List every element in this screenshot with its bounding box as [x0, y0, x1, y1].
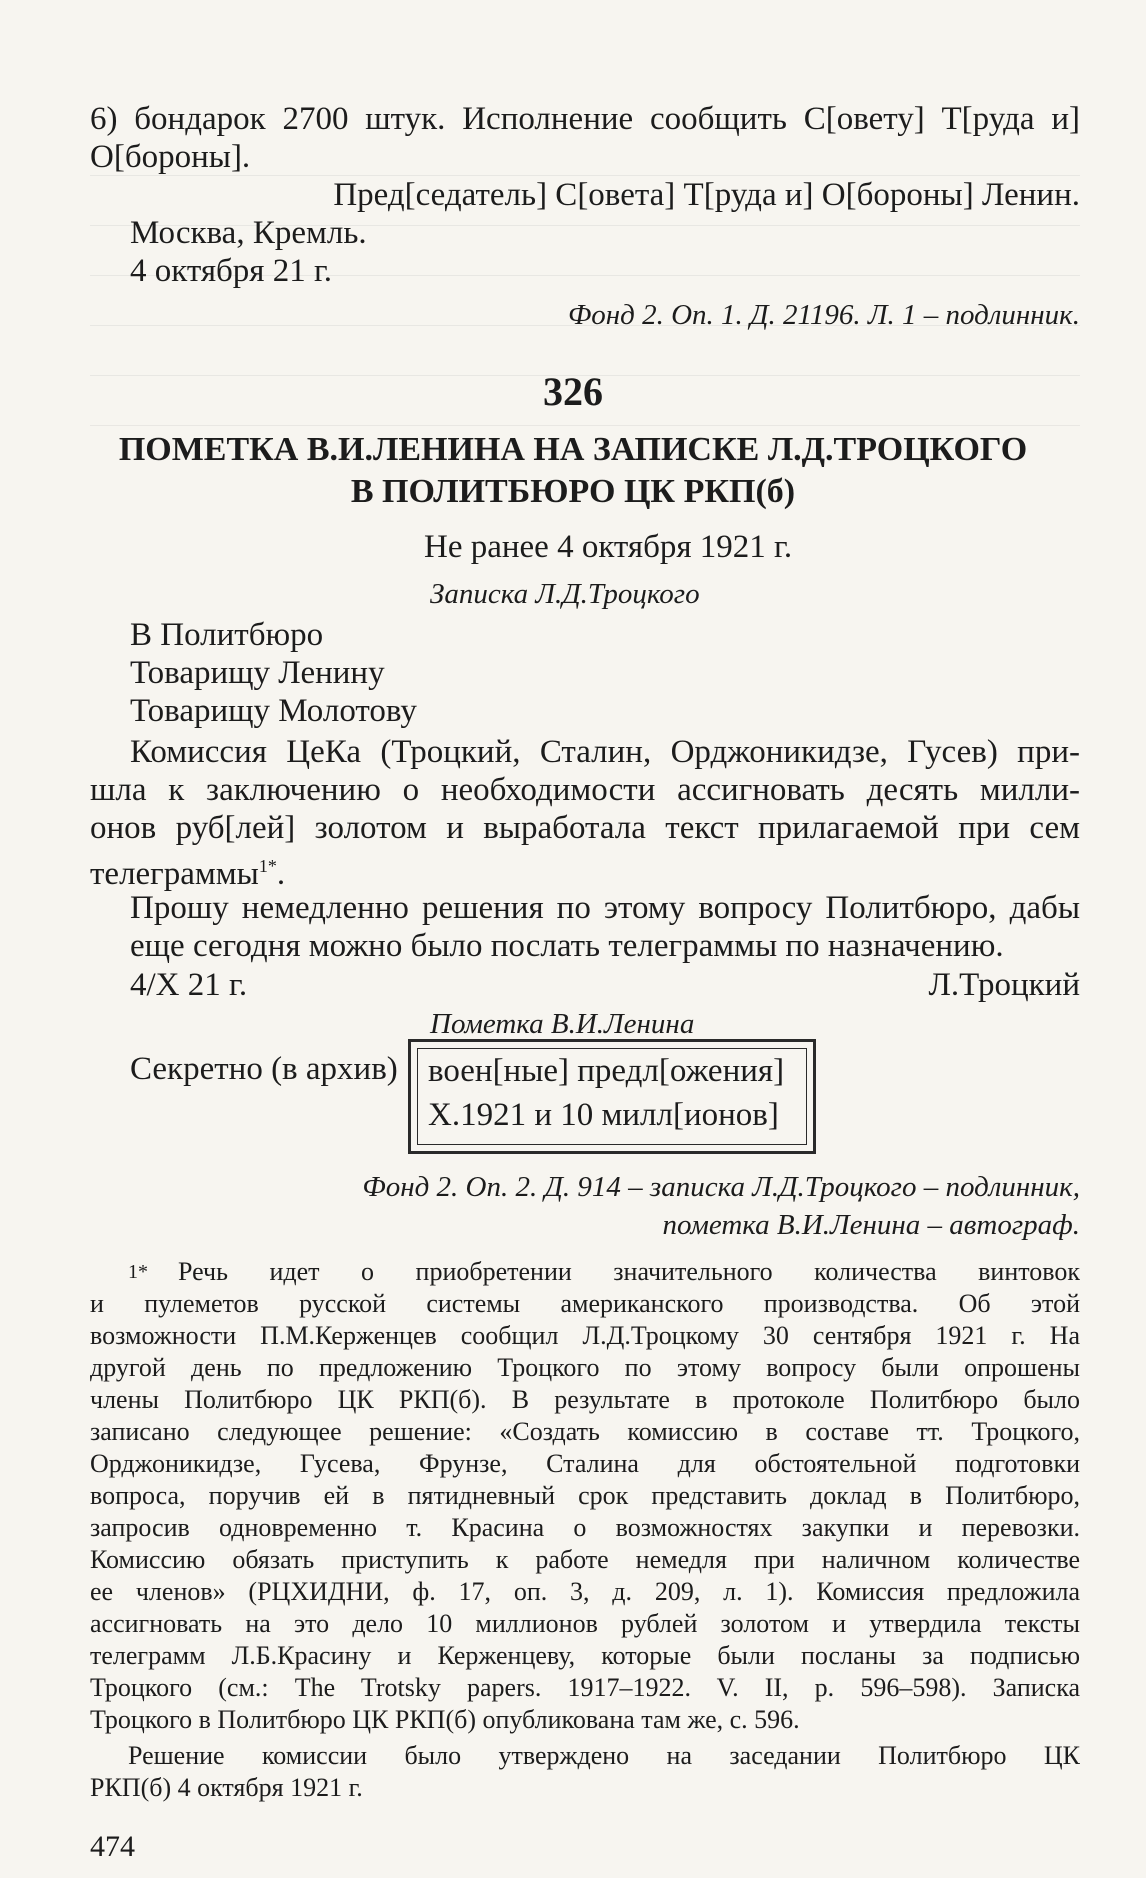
document-date: Не ранее 4 октября 1921 г.: [424, 529, 793, 565]
page-number: 474: [90, 1830, 135, 1863]
top-line-1: 6) бондарок 2700 штук. Исполнение сообщить С[овету] Т[руда и]: [90, 101, 1080, 137]
footnote-line: члены Политбюро ЦК РКП(б). В результате в протоколе Политбюро было: [90, 1385, 1080, 1414]
note-secret: Секретно (в архив): [130, 1051, 398, 1087]
document-title-line-1: ПОМЕТКА В.И.ЛЕНИНА НА ЗАПИСКЕ Л.Д.ТРОЦКОГО: [118, 431, 1028, 468]
document-number: 326: [543, 369, 603, 414]
document-source-line-2: пометка В.И.Ленина – автограф.: [662, 1209, 1080, 1241]
footnote-line: и пулеметов русской системы американского производства. Об этой: [90, 1289, 1080, 1318]
footnote-mark: 1*: [128, 1261, 148, 1283]
paragraph-1-period: .: [276, 856, 286, 892]
note-stamp-line-1: воен[ные] предл[ожения]: [428, 1053, 785, 1089]
footnote-para-2-line-1: Решение комиссии было утверждено на заседании Политбюро ЦК: [128, 1741, 1080, 1770]
footnote-line: Комиссию обязать приступить к работе немедля при наличном количестве: [90, 1545, 1080, 1574]
note-stamp-line-2: Х.1921 и 10 милл[ионов]: [428, 1097, 779, 1133]
footnote-reference[interactable]: 1*: [258, 856, 277, 876]
addressee-molotov: Товарищу Молотову: [130, 693, 417, 729]
footnote-line: возможности П.М.Керженцев сообщил Л.Д.Троцкому 30 сентября 1921 г. На: [90, 1321, 1080, 1350]
paragraph-1-line-4: [90, 847, 285, 893]
paragraph-1-line-2: шла к заключению о необходимости ассигновать десять милли-: [90, 772, 1080, 808]
footnote-line: запросив одновременно т. Красина о возможностях закупки и перевозки.: [90, 1513, 1080, 1542]
signature-name: Л.Троцкий: [928, 967, 1080, 1003]
footnote-line: записано следующее решение: «Создать комиссию в составе тт. Троцкого,: [90, 1417, 1080, 1446]
signature-date: 4/X 21 г.: [130, 967, 248, 1003]
footnote-line: Орджоникидзе, Гусева, Фрунзе, Сталина для обстоятельной подготовки: [90, 1449, 1080, 1478]
note-heading: Пометка В.И.Ленина: [430, 1008, 695, 1040]
paragraph-1-last-text: телеграммы: [90, 856, 259, 892]
footnote-line: Троцкого (см.: The Trotsky papers. 1917–1922. V. II, p. 596–598). Записка: [90, 1673, 1080, 1702]
document-title-line-2: В ПОЛИТБЮРО ЦК РКП(б): [350, 473, 796, 510]
paragraph-2-line-1: Прошу немедленно решения по этому вопросу Политбюро, дабы: [130, 890, 1080, 926]
footnote-line: другой день по предложению Троцкого по этому вопросу были опрошены: [90, 1353, 1080, 1382]
top-signature: Пред[седатель] С[овета] Т[руда и] О[бороны] Ленин.: [333, 177, 1080, 213]
top-line-2: О[бороны].: [90, 139, 251, 175]
addressee-lenin: Товарищу Ленину: [130, 655, 385, 691]
document-subheading: Записка Л.Д.Троцкого: [430, 578, 700, 610]
footnote-line: ассигновать на это дело 10 миллионов рублей золотом и утвердила тексты: [90, 1609, 1080, 1638]
document-source-line-1: Фонд 2. Оп. 2. Д. 914 – записка Л.Д.Троцкого – подлинник,: [362, 1171, 1080, 1203]
footnote-line: ее членов» (РЦХИДНИ, ф. 17, оп. 3, д. 209, л. 1). Комиссия предложила: [90, 1577, 1080, 1606]
top-place: Москва, Кремль.: [130, 215, 367, 251]
footnote-line-last: Троцкого в Политбюро ЦК РКП(б) опубликована там же, с. 596.: [90, 1705, 800, 1734]
paragraph-1-line-1: Комиссия ЦеКа (Троцкий, Сталин, Орджоникидзе, Гусев) при-: [130, 734, 1080, 770]
paragraph-1-line-3: онов руб[лей] золотом и выработала текст прилагаемой при сем: [90, 810, 1080, 846]
top-date: 4 октября 21 г.: [130, 253, 333, 289]
footnote-line: Речь идет о приобретении значительного количества винтовок: [178, 1257, 1080, 1286]
footnote-line: вопроса, поручив ей в пятидневный срок представить доклад в Политбюро,: [90, 1481, 1080, 1510]
footnote-line: телеграмм Л.Б.Красину и Керженцеву, которые были посланы за подписью: [90, 1641, 1080, 1670]
top-source: Фонд 2. Оп. 1. Д. 21196. Л. 1 – подлинник.: [567, 299, 1080, 331]
addressee-politburo: В Политбюро: [130, 617, 324, 653]
paragraph-2-line-2: еще сегодня можно было послать телеграммы по назначению.: [130, 928, 1004, 964]
footnote-para-2-line-2: РКП(б) 4 октября 1921 г.: [90, 1773, 363, 1802]
